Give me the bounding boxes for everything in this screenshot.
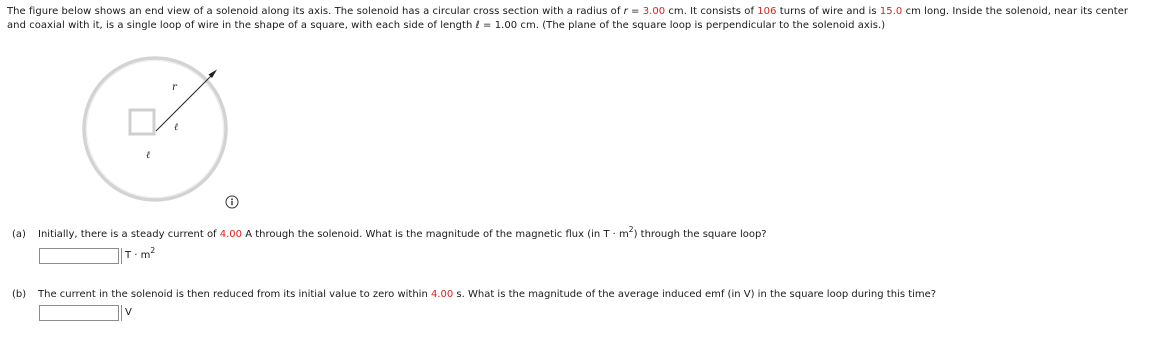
problem-text-5: cm long. Inside the solenoid, near its center and coaxial with it, is a single loop of wire in the shape of a square, with each side of length [7,6,1129,31]
answer-input-b[interactable] [39,305,119,321]
radius-label: r [172,82,177,93]
problem-text-4: turns of wire and is [776,6,880,17]
unit-label-a [121,248,155,264]
side-label-bottom: ℓ [146,150,151,161]
question-b-text-2: s. What is the magnitude of the average induced emf (in V) in the square loop during this time? [453,289,937,300]
unit-a-superscript: 2 [150,246,156,255]
length-value: 15.0 [879,6,903,17]
question-b-text-1: The current in the solenoid is then reduced from its initial value to zero within [38,289,431,300]
problem-text-1: The figure below shows an end view of a solenoid along its axis. The solenoid has a circular cross section with a radius of [7,6,624,17]
answer-row-a [39,248,155,264]
problem-text-3: cm. It consists of [665,6,758,17]
question-a-text-1: Initially, there is a steady current of [38,229,220,240]
square-loop [130,110,154,134]
unit-a-text: T · m [125,250,151,261]
question-a [12,225,767,242]
problem-text-2: = [627,6,643,17]
problem-statement [7,5,1147,33]
info-icon[interactable] [225,195,239,209]
question-b-label: (b) [12,289,27,300]
turns-value: 106 [757,6,777,17]
current-value: 4.00 [219,229,243,240]
question-a-text-3: ) through the square loop? [633,229,767,240]
radius-arrow [156,72,215,131]
question-a-text-2: A through the solenoid. What is the magnitude of the magnetic flux (in T · m [242,229,629,240]
unit-label-b: V [121,305,132,321]
time-value: 4.00 [430,289,454,300]
question-a-superscript: 2 [628,225,634,234]
question-b [12,288,936,302]
side-label-right: ℓ [174,122,179,133]
side-length-symbol: ℓ [475,20,480,31]
radius-symbol: r [623,6,628,17]
question-a-label: (a) [12,229,26,240]
radius-value: 3.00 [642,6,666,17]
solenoid-figure [80,54,230,204]
problem-text-6: = 1.00 cm. (The plane of the square loop is perpendicular to the solenoid axis.) [479,20,886,31]
answer-row-b [39,305,132,321]
answer-input-a[interactable] [39,248,119,264]
